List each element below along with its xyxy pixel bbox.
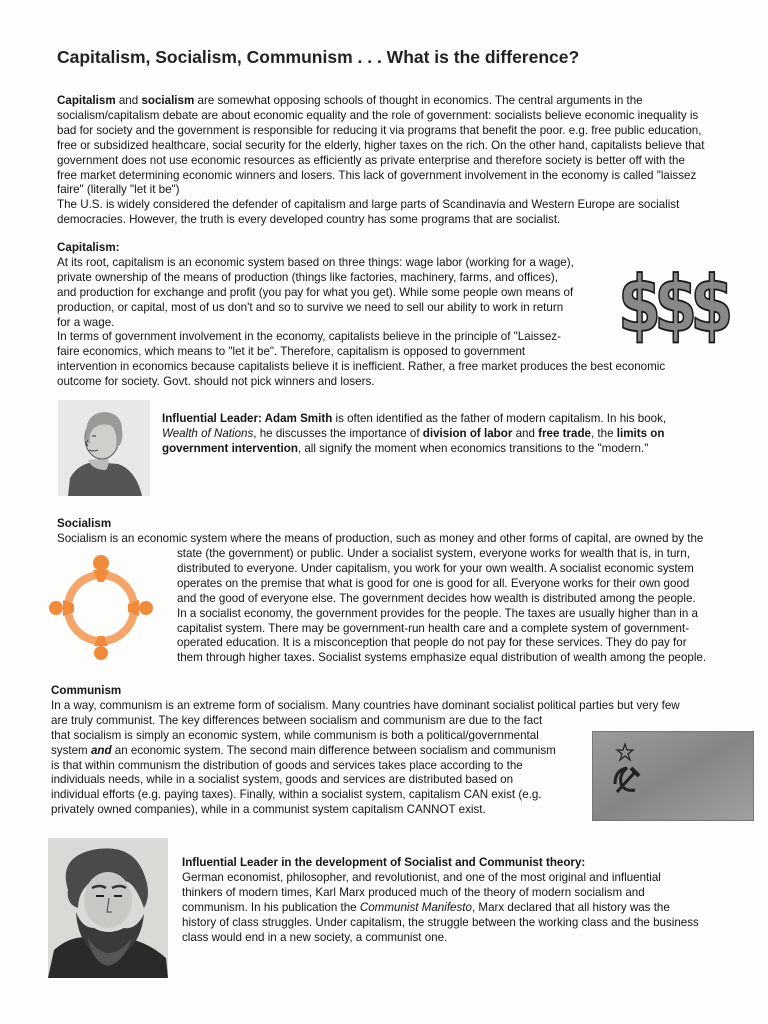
socialism-line: state (the government) or public. Under a socialist system, everyone works for wealth that is, in turn,	[177, 547, 690, 560]
capitalism-line: and production for exchange and profit (you pay for what you get). While some people own means of	[57, 285, 574, 299]
karl-marx-paragraph	[182, 856, 747, 945]
socialism-line: capitalist system. There may be government-run health care and a complete system of government-	[177, 621, 690, 635]
communism-line: system and an economic system. The second main difference between socialism and communism	[51, 743, 556, 757]
socialism-section	[57, 517, 747, 547]
socialism-line: them through higher taxes. Socialist systems emphasize equal distribution of wealth among the people.	[177, 651, 707, 665]
intro-line-2: socialism/capitalism debate are about economic equality and the role of government: socialists believe economic inequality is	[57, 108, 699, 122]
communism-line: individual efforts (e.g. paying taxes). Finally, within a socialist system, capitalism CAN exist (e.g.	[51, 788, 542, 802]
dollar-signs-image	[618, 236, 734, 354]
marx-line: communism. In his publication the Communist Manifesto, Marx declared that all history was the	[182, 900, 670, 914]
intro-line-8: The U.S. is widely considered the defender of capitalism and large parts of Scandinavia and Western Europe are socialist	[57, 198, 680, 212]
capitalism-line: private ownership of the means of production (things like factories, machinery, farms, and offices),	[57, 270, 558, 284]
capitalism-heading: Capitalism:	[57, 241, 120, 254]
socialism-line: distributed to everyone. Under capitalism, you work for your own wealth. A socialist economic system	[177, 561, 694, 575]
communism-line: privately owned companies), while in a communist system capitalism CANNOT exist.	[51, 803, 486, 817]
capitalism-line: intervention in economics because capitalists believe it is inefficient. Rather, a free market produces the best economic	[57, 360, 666, 374]
people-circle-icon	[48, 552, 154, 660]
communism-line: that socialism is simply an economic system, while communism is both a political/governmental	[51, 728, 539, 742]
page-title: Capitalism, Socialism, Communism . . . What is the difference?	[57, 47, 580, 67]
intro-line-1: Capitalism and socialism are somewhat opposing schools of thought in economics. The central arguments in the	[57, 94, 643, 107]
adam-smith-portrait	[58, 400, 150, 496]
soviet-flag-image	[592, 731, 754, 821]
intro-paragraph	[57, 94, 747, 228]
dollar-signs-text: $$$	[618, 258, 727, 350]
adam-smith-paragraph	[162, 412, 742, 457]
socialism-heading: Socialism	[57, 517, 112, 530]
capitalism-line: for a wage.	[57, 315, 115, 329]
marx-heading: Influential Leader in the development of Socialist and Communist theory:	[182, 856, 586, 869]
communism-line: is that within communism the distribution of goods and services takes place according to the	[51, 758, 523, 772]
capitalism-line: faire economics, which means to "let it be". Therefore, capitalism is opposed to government	[57, 345, 526, 359]
smith-line-2: Wealth of Nations, he discusses the importance of division of labor and free trade, the limits on	[162, 426, 665, 440]
marx-line: thinkers of modern times, Karl Marx produced much of the theory of modern socialism and	[182, 885, 645, 899]
capitalism-line: In terms of government involvement in the economy, capitalists believe in the principle of "Laissez-	[57, 330, 561, 344]
intro-line-5: government does not use economic resources as efficiently as private enterprise and therefore society is better off with the	[57, 153, 685, 167]
communism-line: are truly communist. The key differences between socialism and communism are due to the fact	[51, 713, 543, 727]
capitalism-line: production, or capital, most of us don't and so to survive we need to sell our ability to work in return	[57, 300, 564, 314]
marx-line: class would end in a new society, a communist one.	[182, 930, 448, 944]
intro-line-4: free or subsidized healthcare, social security for the elderly, higher taxes on the rich. On the other hand, capitalists believe that	[57, 138, 705, 152]
socialism-body	[177, 547, 747, 666]
marx-line: history of class struggles. Under capitalism, the struggle between the working class and the business	[182, 915, 699, 929]
socialism-line: operated education. It is a misconception that people do not pay for these services. They do pay for	[177, 636, 687, 650]
socialism-line: and the good of everyone else. The government decides how wealth is distributed among the people.	[177, 591, 696, 605]
intro-line-7: faire" (literally "let it be")	[57, 183, 180, 197]
socialism-line: operates on the premise that what is good for one is good for all. Everyone works for their own good	[177, 576, 690, 590]
marx-line: German economist, philosopher, and revolutionist, and one of the most original and influential	[182, 870, 661, 884]
intro-line-9: democracies. However, the truth is every developed country has some programs that are socialist.	[57, 213, 561, 227]
communism-heading: Communism	[51, 684, 122, 697]
socialism-line: In a socialist economy, the government provides for the people. The taxes are usually higher than in a	[177, 606, 698, 620]
smith-line-3: government intervention, all signify the moment when economics transitions to the "modern."	[162, 441, 649, 455]
capitalism-line: At its root, capitalism is an economic system based on three things: wage labor (working for a wage),	[57, 255, 574, 269]
communism-line: individuals needs, while in a socialist system, goods and services are distributed based on	[51, 773, 514, 787]
intro-line-6: free market determining economic winners and losers. This lack of government involvement in the economy is called "laissez	[57, 168, 697, 182]
capitalism-line: outcome for society. Govt. should not pick winners and losers.	[57, 375, 375, 389]
smith-line-1: Influential Leader: Adam Smith is often identified as the father of modern capitalism. In his book,	[162, 412, 667, 425]
intro-line-3: bad for society and the government is responsible for reducing it via programs that benefit the poor. e.g. free public education,	[57, 123, 702, 137]
karl-marx-portrait	[48, 838, 168, 978]
communism-line: In a way, communism is an extreme form of socialism. Many countries have dominant socialist political parties but very few	[51, 698, 680, 712]
socialism-line-first: Socialism is an economic system where the means of production, such as money and other forms of capital, are owned by the	[57, 531, 704, 545]
